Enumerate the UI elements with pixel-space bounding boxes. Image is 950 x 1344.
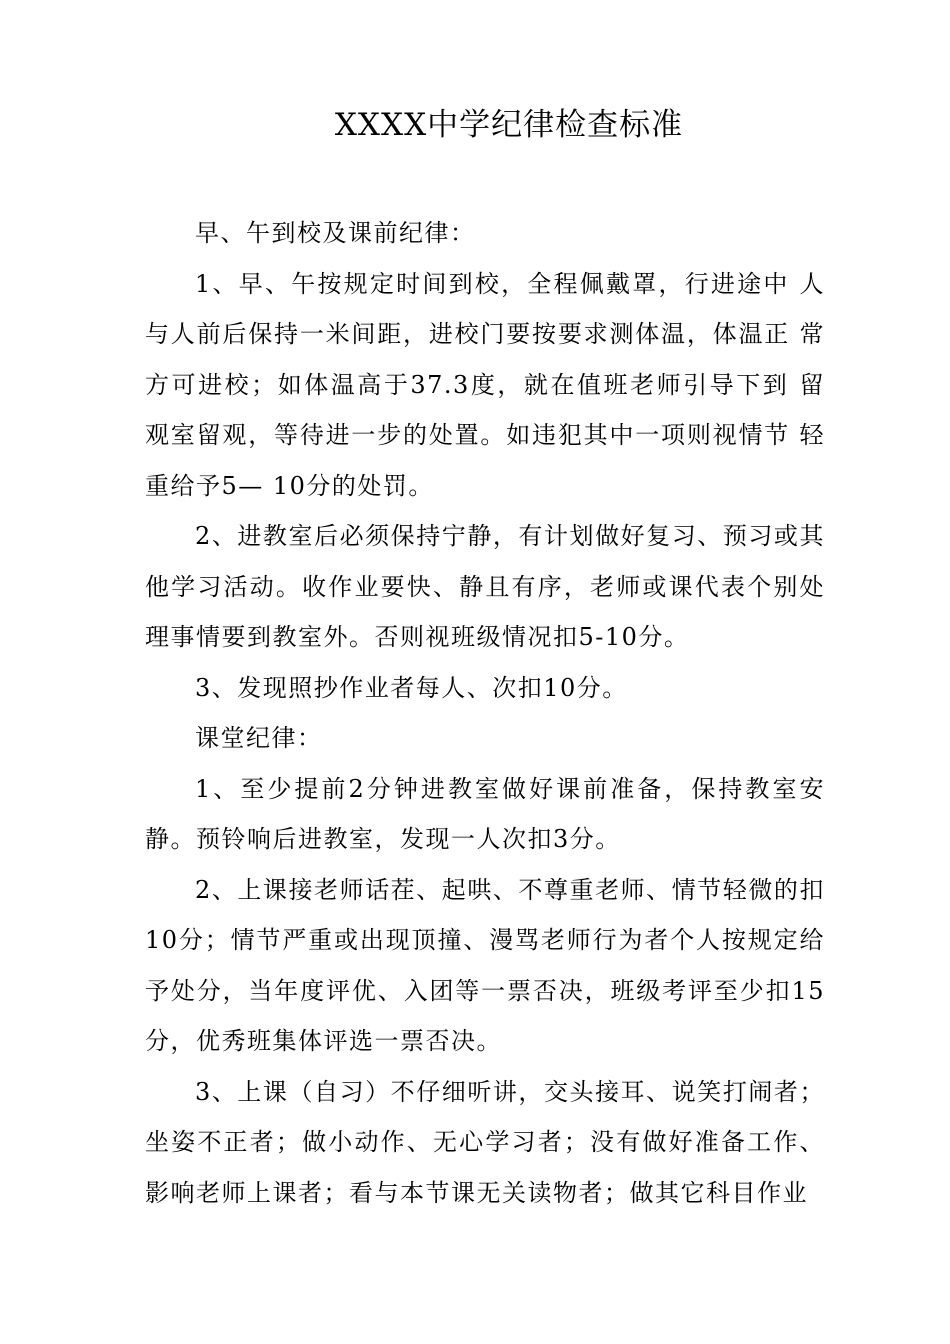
page-title: XXXX中学纪律检查标准 <box>334 107 684 143</box>
rule-paragraph: 1、至少提前2分钟进教室做好课前准备，保持教室安静。预铃响后进教室，发现一人次扣3分。 <box>145 774 825 853</box>
rule-paragraph: 2、进教室后必须保持宁静，有计划做好复习、预习或其他学习活动。收作业要快、静且有序，老师或课代表个别处理事情要到教室外。否则视班级情况扣5-10分。 <box>145 522 825 651</box>
document-body <box>145 208 825 1218</box>
rule-paragraph: 1、早、午按规定时间到校，全程佩戴罩，行进途中 人与人前后保持一米间距，进校门要按要求测体温，体温正 常方可进校；如体温高于37.3度，就在值班老师引导下到 留观室留观，等待进一步的处置。如违犯其中一项则视情节 轻重给予5— 10分的处罚。 <box>145 269 825 500</box>
rule-paragraph: 2、上课接老师话茬、起哄、不尊重老师、情节轻微的扣10分；情节严重或出现顶撞、漫骂老师行为者个人按规定给予处分，当年度评优、入团等一票否决，班级考评至少扣15分，优秀班集体评选一票否决。 <box>145 875 825 1055</box>
section-heading-classroom: 课堂纪律： <box>195 724 323 752</box>
rule-paragraph: 3、上课（自习）不仔细听讲，交头接耳、说笑打闹者；坐姿不正者；做小动作、无心学习者；没有做好准备工作、影响老师上课者；看与本节课无关读物者；做其它科目作业 <box>145 1077 825 1207</box>
section-heading-arrival: 早、午到校及课前纪律： <box>195 219 476 247</box>
rule-paragraph: 3、发现照抄作业者每人、次扣10分。 <box>195 673 628 702</box>
